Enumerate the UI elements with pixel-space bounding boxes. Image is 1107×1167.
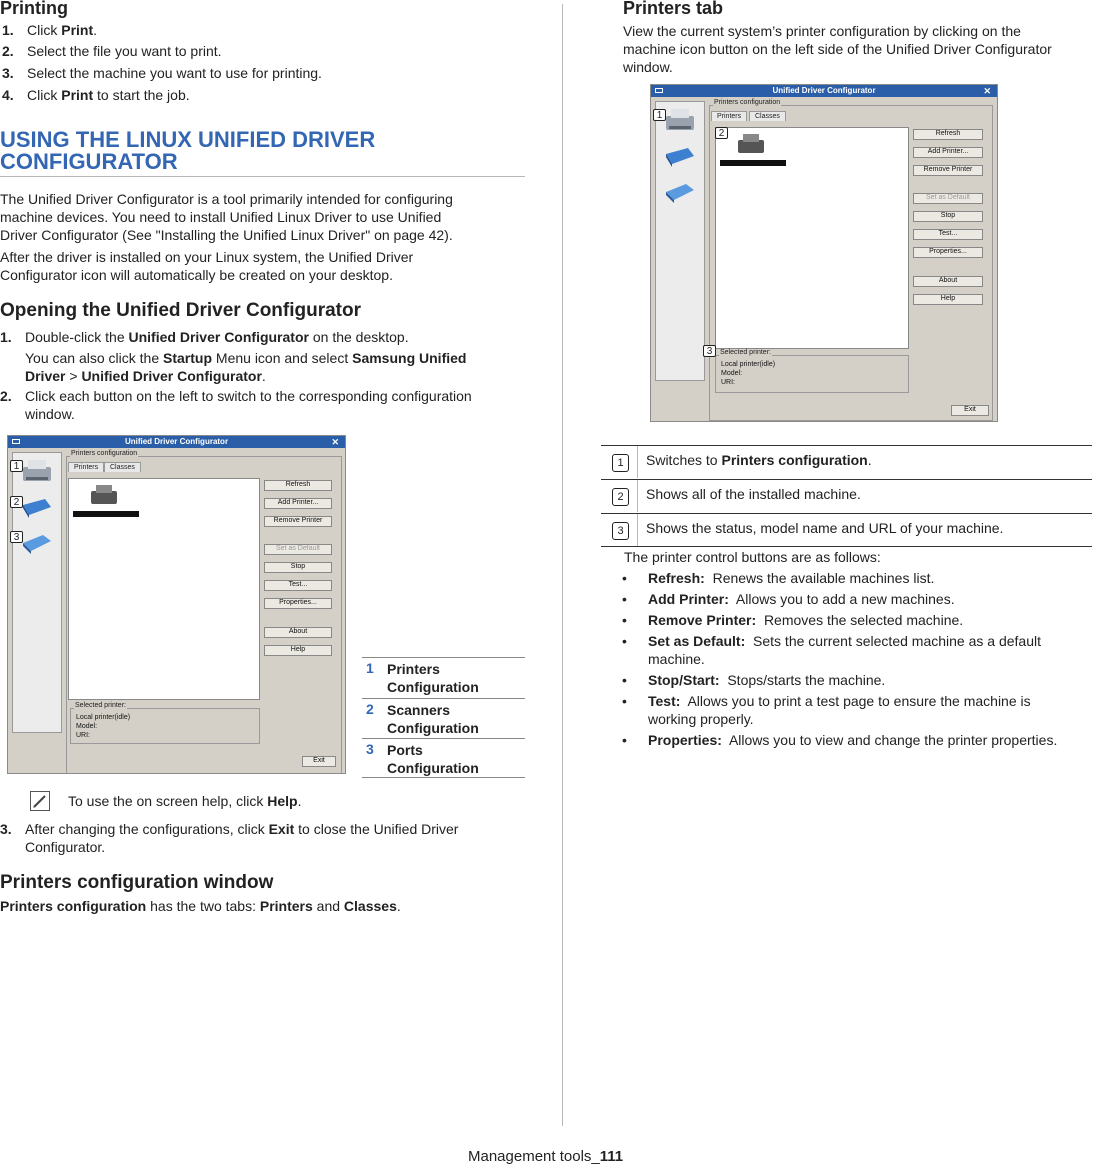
- callout-number: 1: [612, 454, 629, 472]
- legend-text: [387, 741, 479, 777]
- ports-config-icon: [663, 178, 697, 206]
- bullet-marker: •: [622, 612, 627, 628]
- printer-config-icon: [663, 106, 697, 134]
- window-title: Unified Driver Configurator: [772, 86, 876, 95]
- step-number: 4.: [2, 87, 14, 103]
- legend-text: [387, 701, 479, 737]
- intro-line: machine devices. You need to install Unified Linux Driver to use Unified: [0, 209, 442, 225]
- tab-classes[interactable]: Classes: [104, 462, 141, 472]
- bullet-term: Refresh:: [648, 570, 705, 586]
- printer-uri: URI:: [76, 732, 90, 739]
- bullet-term: Stop/Start:: [648, 672, 720, 688]
- configurator-screenshot-left: [7, 435, 346, 774]
- opening-step-2: [0, 387, 472, 423]
- note-bold: Help: [267, 793, 298, 809]
- printer-model: Model:: [76, 723, 98, 730]
- printer-icon: [89, 483, 119, 507]
- step-text-end: to start the job.: [93, 87, 190, 103]
- text: You can also click the: [25, 350, 164, 366]
- bullet-marker: •: [622, 693, 627, 709]
- scanner-config-icon: [20, 493, 54, 521]
- bullet-add-printer: [622, 590, 955, 608]
- bullet-term: Properties:: [648, 732, 722, 748]
- intro-line: The Unified Driver Configurator is a tool primarily intended for configuring: [0, 191, 453, 207]
- bullet-desc: Sets the current selected machine as a default: [753, 633, 1041, 649]
- exit-button[interactable]: Exit: [951, 405, 989, 416]
- printers-tab-intro: [623, 22, 1052, 76]
- help-button[interactable]: Help: [264, 645, 332, 656]
- intro-paragraph-2: [0, 248, 413, 284]
- intro-paragraph-1: [0, 190, 453, 244]
- intro-line: machine icon button on the left side of the Unified Driver Configurator: [623, 41, 1052, 57]
- window-menu-icon: [655, 88, 663, 93]
- text: .: [261, 368, 266, 384]
- section-title-line-2: CONFIGURATOR: [0, 149, 178, 174]
- step-text: Click: [27, 87, 62, 103]
- exit-button[interactable]: Exit: [302, 756, 336, 767]
- step-bold: Unified Driver Configurator: [128, 329, 309, 345]
- stop-button[interactable]: Stop: [913, 211, 983, 222]
- step-number: 2.: [0, 388, 12, 404]
- text: has the two tabs:: [146, 898, 260, 914]
- note-icon: [30, 791, 50, 811]
- bold-term: Printers: [259, 898, 313, 914]
- test-button[interactable]: Test...: [913, 229, 983, 240]
- bullet-properties: [622, 731, 1057, 749]
- bullet-marker: •: [622, 591, 627, 607]
- bullet-marker: •: [622, 570, 627, 586]
- add-printer-button[interactable]: Add Printer...: [913, 147, 983, 158]
- remove-printer-button[interactable]: Remove Printer: [264, 516, 332, 527]
- note-text: To use the on screen help, click: [68, 793, 268, 809]
- stop-button[interactable]: Stop: [264, 562, 332, 573]
- intro-line: After the driver is installed on your Linux system, the Unified Driver: [0, 249, 414, 265]
- callout-cell: [601, 446, 638, 478]
- selected-printer-label: Selected printer:: [75, 702, 126, 709]
- page-number: 111: [599, 1148, 624, 1165]
- text: .: [867, 452, 872, 468]
- menu-term: Driver: [25, 368, 66, 384]
- callout-table-row: [601, 479, 1092, 512]
- configurator-screenshot-right: [650, 84, 998, 422]
- printer-list[interactable]: [715, 127, 909, 349]
- device-sidebar: [12, 452, 62, 733]
- ports-config-icon: [20, 529, 54, 557]
- printer-uri: URI:: [721, 379, 735, 386]
- step-bold: Print: [61, 87, 94, 103]
- step-text-end: to close the Unified Driver: [294, 821, 459, 837]
- add-printer-button[interactable]: Add Printer...: [264, 498, 332, 509]
- callout-cell: [601, 514, 638, 546]
- callout-description: Shows the status, model name and URL of your machine.: [646, 520, 1004, 536]
- tab-printers[interactable]: Printers: [711, 111, 747, 121]
- bullet-term: Add Printer:: [648, 591, 729, 607]
- text: and: [312, 898, 344, 914]
- pcw-description: [0, 897, 401, 915]
- buttons-intro: The printer control buttons are as follows:: [624, 549, 881, 565]
- callout-2: 2: [10, 496, 23, 508]
- selected-printer-label: Selected printer:: [720, 349, 771, 356]
- close-icon: ✕: [983, 86, 991, 96]
- bullet-marker: •: [622, 732, 627, 748]
- legend-line: Configuration: [387, 720, 479, 736]
- step-text: Double-click the: [25, 329, 129, 345]
- properties-button[interactable]: Properties...: [264, 598, 332, 609]
- bullet-set-as-default: [622, 632, 1041, 668]
- bullet-marker: •: [622, 633, 627, 649]
- callout-table-row: [601, 513, 1092, 547]
- set-as-default-button[interactable]: Set as Default: [913, 193, 983, 204]
- callout-number: 2: [612, 488, 629, 506]
- group-label: Printers configuration: [714, 99, 781, 106]
- printer-status: Local printer(idle): [721, 361, 776, 368]
- scanner-config-icon: [663, 142, 697, 170]
- step-text: Configurator.: [25, 839, 106, 855]
- step-text: window.: [25, 406, 75, 422]
- intro-line: Driver Configurator (See "Installing the Unified Linux Driver" on page 42).: [0, 227, 453, 243]
- refresh-button[interactable]: Refresh: [264, 480, 332, 491]
- window-titlebar: [8, 436, 345, 448]
- printing-step-1: [0, 21, 97, 39]
- bullet-desc-cont: working properly.: [648, 711, 754, 727]
- step-number: 3.: [0, 821, 12, 837]
- redacted-printer-name: [73, 511, 139, 517]
- legend-number: 3: [366, 741, 374, 757]
- column-divider: [562, 4, 563, 1126]
- step-number: 1.: [0, 329, 12, 345]
- callout-2: 2: [715, 127, 728, 139]
- bullet-marker: •: [622, 672, 627, 688]
- section-title-line-1: USING THE LINUX UNIFIED DRIVER: [0, 127, 376, 152]
- printing-heading: Printing: [0, 0, 68, 18]
- step-number: 2.: [2, 43, 14, 59]
- footer-label: Management tools_: [468, 1148, 600, 1165]
- bullet-desc: Allows you to add a new machines.: [735, 591, 955, 607]
- startup-term: Startup: [163, 350, 213, 366]
- printer-list[interactable]: [68, 478, 260, 700]
- step-text: Click each button on the left to switch to the corresponding configuration: [25, 388, 472, 404]
- legend-row: [362, 738, 525, 778]
- tab-printers[interactable]: Printers: [68, 462, 104, 472]
- step-text-end: on the desktop.: [308, 329, 409, 345]
- step-text: After changing the configurations, click: [25, 821, 269, 837]
- opening-step-3: [0, 820, 458, 856]
- step-bold: Exit: [268, 821, 295, 837]
- intro-line: View the current system’s printer configuration by clicking on the: [623, 23, 1021, 39]
- legend-row: [362, 698, 525, 738]
- legend-line: Scanners: [387, 702, 451, 718]
- step-text: Select the machine you want to use for printing.: [27, 65, 322, 81]
- callout-description: Shows all of the installed machine.: [646, 486, 861, 502]
- legend-row: [362, 657, 525, 698]
- window-title: Unified Driver Configurator: [124, 437, 229, 446]
- tab-classes[interactable]: Classes: [749, 111, 786, 121]
- step-number: 3.: [2, 65, 14, 81]
- bullet-term: Test:: [648, 693, 681, 709]
- about-button[interactable]: About: [264, 627, 332, 638]
- device-sidebar: [655, 101, 705, 381]
- help-note: [68, 792, 301, 810]
- printers-tab-heading: Printers tab: [623, 0, 724, 18]
- callout-3: 3: [703, 345, 716, 357]
- legend-line: Configuration: [387, 760, 479, 776]
- printing-step-3: [0, 64, 322, 82]
- bold-term: Printers configuration: [721, 452, 868, 468]
- legend-number: 2: [366, 701, 374, 717]
- bullet-refresh: [622, 569, 934, 587]
- bullet-test: [622, 692, 1031, 728]
- callout-1: 1: [10, 460, 23, 472]
- callout-1: 1: [653, 109, 666, 121]
- legend-line: Printers: [387, 661, 440, 677]
- bullet-desc: Allows you to view and change the printer properties.: [728, 732, 1058, 748]
- legend-text: [387, 660, 479, 696]
- bullet-term: Remove Printer:: [648, 612, 757, 628]
- menu-term: Unified Driver Configurator: [81, 368, 262, 384]
- opening-heading: Opening the Unified Driver Configurator: [0, 300, 362, 321]
- remove-printer-button[interactable]: Remove Printer: [913, 165, 983, 176]
- opening-step-1: [0, 328, 409, 346]
- window-titlebar: [651, 85, 997, 97]
- callout-3: 3: [10, 531, 23, 543]
- legend-line: Ports: [387, 742, 423, 758]
- page-footer: [468, 1148, 623, 1165]
- callout-description: [646, 452, 872, 468]
- selected-printer-info: [721, 360, 775, 387]
- printing-step-4: [0, 86, 190, 104]
- printer-status: Local printer(idle): [76, 714, 131, 721]
- bullet-desc: Renews the available machines list.: [712, 570, 935, 586]
- text: .: [396, 898, 401, 914]
- close-icon: ✕: [331, 437, 339, 447]
- bullet-desc: Allows you to print a test page to ensure the machine is: [687, 693, 1031, 709]
- step-text-end: .: [93, 22, 98, 38]
- printer-icon: [736, 132, 766, 156]
- test-button[interactable]: Test...: [264, 580, 332, 591]
- window-menu-icon: [12, 439, 20, 444]
- help-button[interactable]: Help: [913, 294, 983, 305]
- bullet-stop-start: [622, 671, 885, 689]
- text: Menu icon and select: [212, 350, 353, 366]
- callout-table-row: [601, 445, 1092, 478]
- bullet-term: Set as Default:: [648, 633, 746, 649]
- text: Switches to: [646, 452, 722, 468]
- callout-cell: [601, 480, 638, 512]
- step-text: Click: [27, 22, 62, 38]
- bold-term: Classes: [343, 898, 397, 914]
- step-bold: Print: [61, 22, 94, 38]
- step-text: Select the file you want to print.: [27, 43, 222, 59]
- bullet-desc: Removes the selected machine.: [763, 612, 964, 628]
- selected-printer-info: [76, 713, 130, 740]
- text: >: [65, 368, 82, 384]
- intro-line: Configurator icon will automatically be created on your desktop.: [0, 267, 393, 283]
- bold-term: Printers configuration: [0, 898, 147, 914]
- refresh-button[interactable]: Refresh: [913, 129, 983, 140]
- bullet-desc: Stops/starts the machine.: [727, 672, 886, 688]
- note-text-end: .: [297, 793, 302, 809]
- set-as-default-button[interactable]: Set as Default: [264, 544, 332, 555]
- properties-button[interactable]: Properties...: [913, 247, 983, 258]
- step-number: 1.: [2, 22, 14, 38]
- pcw-heading: Printers configuration window: [0, 872, 274, 893]
- legend-number: 1: [366, 660, 374, 676]
- bullet-desc-cont: machine.: [648, 651, 705, 667]
- section-divider: [0, 176, 525, 177]
- redacted-printer-name: [720, 160, 786, 166]
- opening-step-1-alt: [25, 349, 525, 385]
- callout-number: 3: [612, 522, 629, 540]
- legend-line: Configuration: [387, 679, 479, 695]
- menu-term: Samsung Unified: [352, 350, 467, 366]
- printer-config-icon: [20, 457, 54, 485]
- printer-model: Model:: [721, 370, 743, 377]
- intro-line: window.: [623, 59, 673, 75]
- group-label: Printers configuration: [71, 450, 138, 457]
- about-button[interactable]: About: [913, 276, 983, 287]
- bullet-remove-printer: [622, 611, 963, 629]
- printing-step-2: [0, 42, 222, 60]
